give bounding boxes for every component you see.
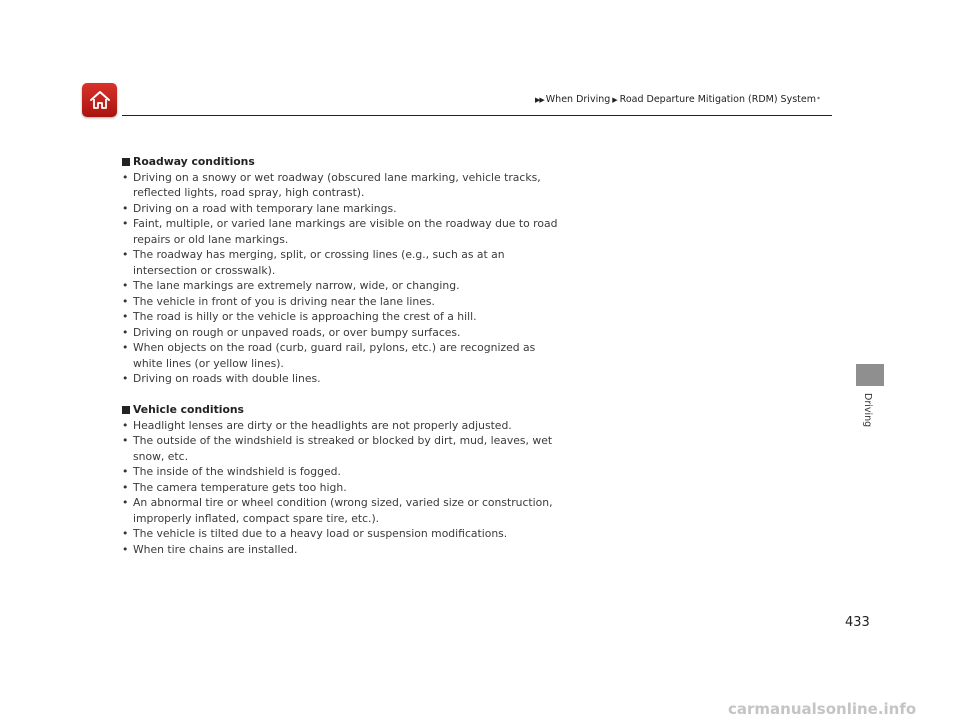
section-spacer xyxy=(122,387,562,403)
square-bullet-icon xyxy=(122,158,130,166)
breadcrumb xyxy=(535,94,820,105)
list-item: • The vehicle in front of you is driving near the lane lines. xyxy=(122,294,562,310)
list-item: • The camera temperature gets too high. xyxy=(122,480,562,496)
list-item: • Faint, multiple, or varied lane markings are visible on the roadway due to road repairs or old lane markings. xyxy=(122,216,562,247)
breadcrumb-arrows-icon: ▶▶ xyxy=(535,95,544,104)
page-number: 433 xyxy=(845,615,870,630)
list-item: • The inside of the windshield is fogged. xyxy=(122,464,562,480)
list-item: • Driving on a road with temporary lane markings. xyxy=(122,201,562,217)
home-icon xyxy=(89,90,111,110)
list-item: • The lane markings are extremely narrow, wide, or changing. xyxy=(122,278,562,294)
section-title: Vehicle conditions xyxy=(133,403,244,416)
section-heading-roadway xyxy=(122,154,562,170)
breadcrumb-footnote-marker: * xyxy=(816,96,820,103)
list-item: • When tire chains are installed. xyxy=(122,542,562,558)
list-item: • Driving on rough or unpaved roads, or over bumpy surfaces. xyxy=(122,325,562,341)
chapter-tab[interactable] xyxy=(856,364,884,386)
list-item: • An abnormal tire or wheel condition (wrong sized, varied size or construction, improperly inflated, compact spare tire, etc.). xyxy=(122,495,562,526)
list-item: • Headlight lenses are dirty or the headlights are not properly adjusted. xyxy=(122,418,562,434)
header-rule xyxy=(122,115,832,116)
section-heading-vehicle xyxy=(122,402,562,418)
breadcrumb-link-when-driving[interactable]: When Driving xyxy=(545,94,611,105)
main-content xyxy=(122,154,562,557)
list-item: • The road is hilly or the vehicle is approaching the crest of a hill. xyxy=(122,309,562,325)
breadcrumb-separator-icon: ▶ xyxy=(612,95,618,104)
list-item: • Driving on roads with double lines. xyxy=(122,371,562,387)
list-item: • The vehicle is tilted due to a heavy load or suspension modifications. xyxy=(122,526,562,542)
list-item: • Driving on a snowy or wet roadway (obscured lane marking, vehicle tracks, reflected lights, road spray, high contrast). xyxy=(122,170,562,201)
breadcrumb-link-rdm-system[interactable]: Road Departure Mitigation (RDM) System xyxy=(619,94,816,105)
list-item: • The outside of the windshield is streaked or blocked by dirt, mud, leaves, wet snow, etc. xyxy=(122,433,562,464)
roadway-conditions-list xyxy=(122,170,562,387)
home-button[interactable] xyxy=(82,83,117,117)
chapter-tab-label: Driving xyxy=(862,393,873,428)
list-item: • The roadway has merging, split, or crossing lines (e.g., such as at an intersection or crosswalk). xyxy=(122,247,562,278)
square-bullet-icon xyxy=(122,406,130,414)
vehicle-conditions-list xyxy=(122,418,562,558)
list-item: • When objects on the road (curb, guard rail, pylons, etc.) are recognized as white lines (or yellow lines). xyxy=(122,340,562,371)
section-title: Roadway conditions xyxy=(133,155,255,168)
watermark: carmanualsonline.info xyxy=(728,700,917,718)
